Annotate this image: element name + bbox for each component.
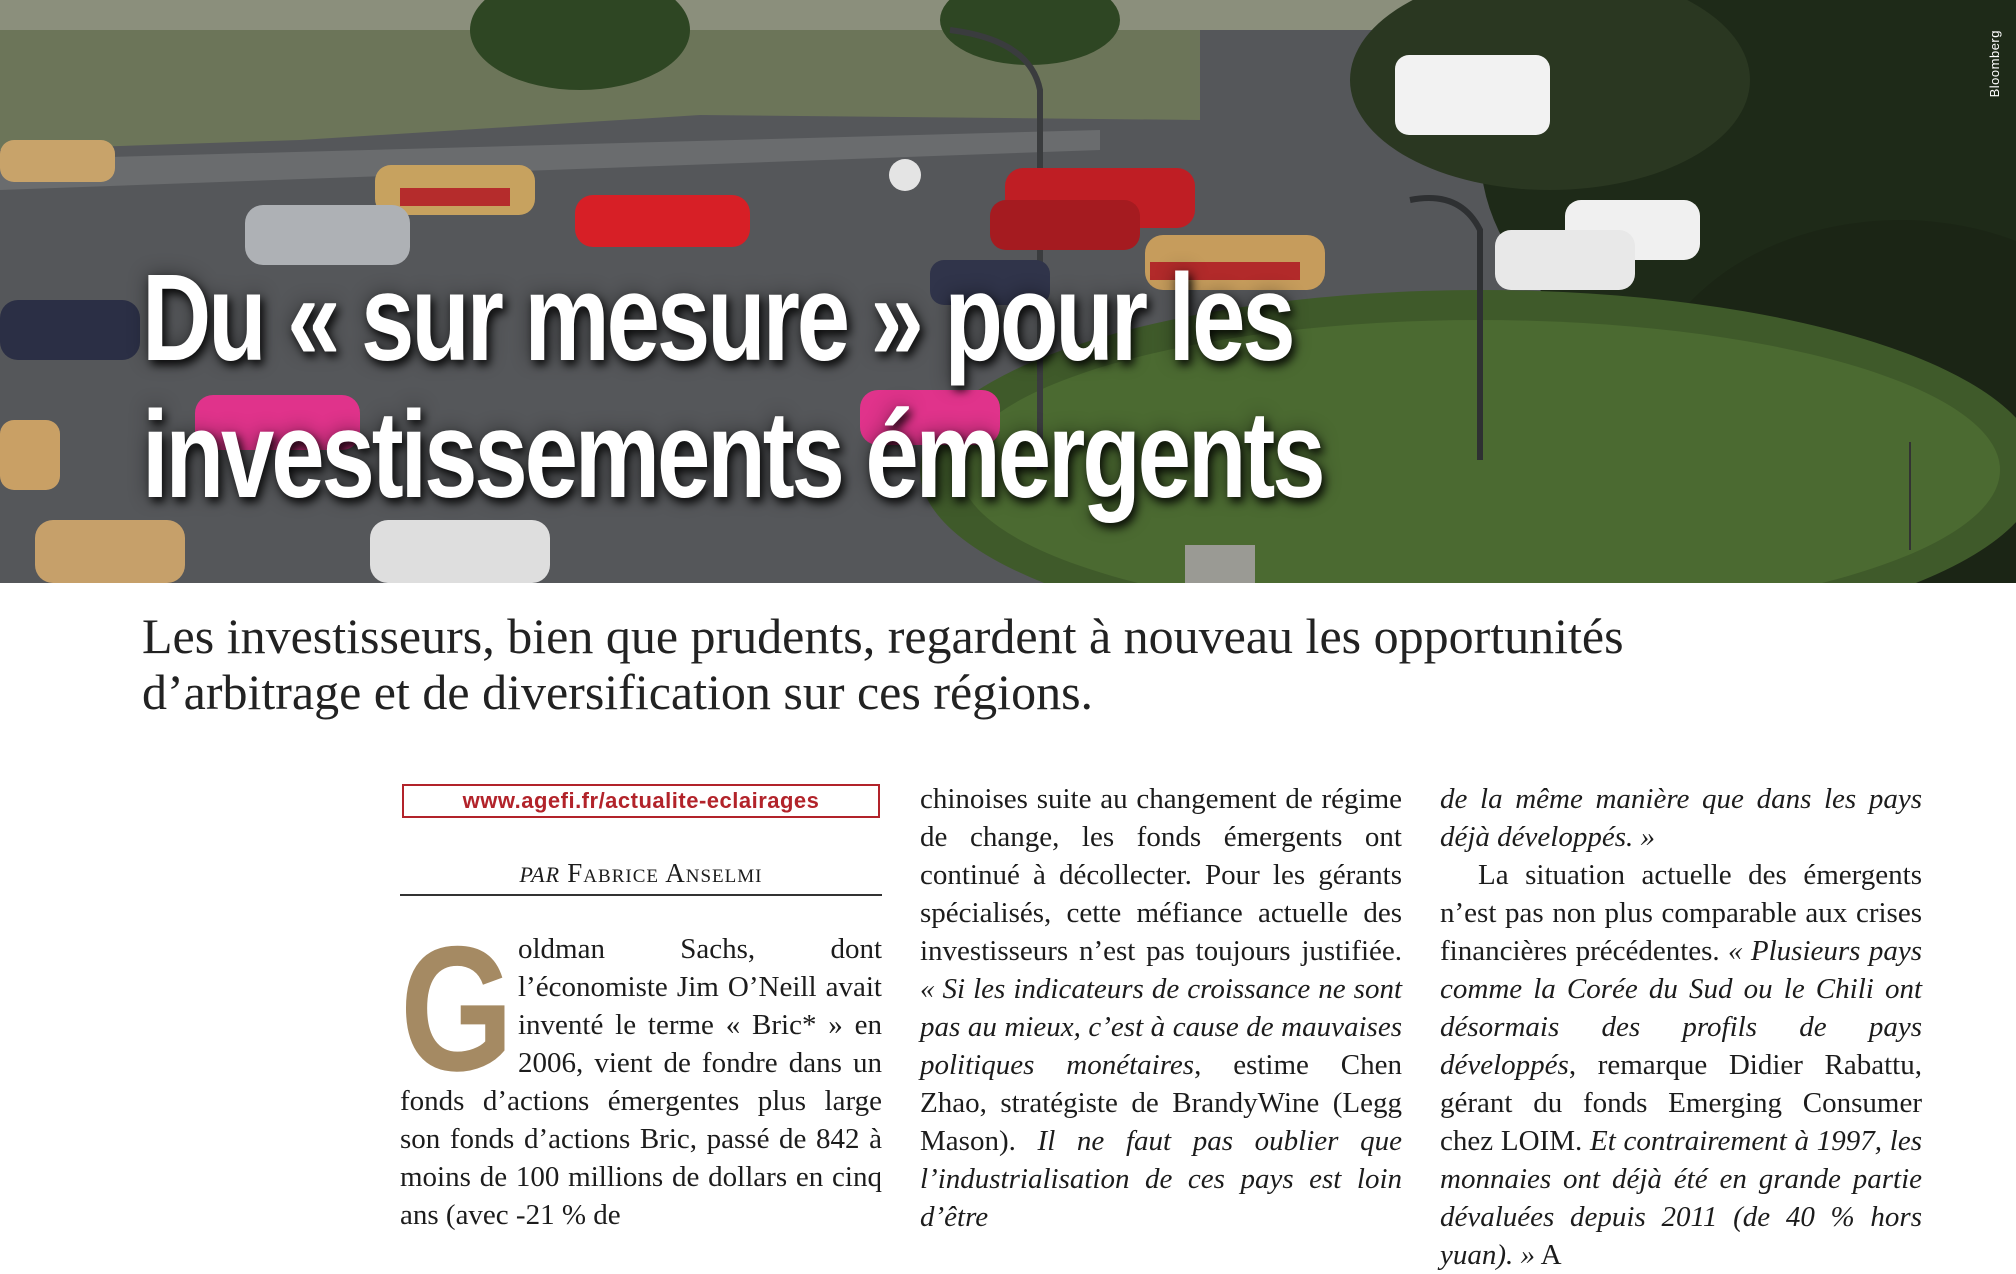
photo-credit: Bloomberg xyxy=(1987,30,2002,98)
author-name: Fabrice Anselmi xyxy=(567,858,763,888)
column-3-text-c: A xyxy=(1535,1239,1562,1271)
column-1-text: oldman Sachs, dont l’économiste Jim O’Neill avait inventé le terme « Bric* » en 2006, vient de fondre dans un fonds d’actions émergentes plus large son fonds d’actions Bric, passé de 842 à moins de 100 millions de dollars en cinq ans (avec -21 % de xyxy=(400,933,882,1231)
column-2-text-a: chinoises suite au changement de régime de change, les fonds émergents ont continué à décollecter. Pour les gérants spécialisés, cette méfiance actuelle des investisseurs n’est pas toujours justifiée. xyxy=(920,783,1402,967)
column-3-paragraph xyxy=(1440,856,1922,1274)
article-column-2 xyxy=(920,780,1402,1236)
headline xyxy=(31,250,1603,524)
headline-line-2: investissements émergents xyxy=(142,387,1323,524)
column-2-quote-1: « Si les indicateurs de croissance ne sont pas au mieux, c’est à cause de mauvaises politiques monétaires xyxy=(920,973,1402,1081)
subtitle xyxy=(142,608,2002,720)
text-cursor xyxy=(1909,442,1911,550)
article-column-1 xyxy=(400,909,882,1234)
hero-photo xyxy=(0,0,2016,583)
article-column-3 xyxy=(1440,780,1922,1274)
column-2-paragraph xyxy=(920,780,1402,1236)
column-2-quote-2: Il ne faut pas oublier que l’industrialisation de ces pays est loin d’être xyxy=(920,1125,1402,1233)
column-3-quote-1: de la même manière que dans les pays déjà développés. » xyxy=(1440,783,1922,853)
byline-prefix: PAR xyxy=(519,862,561,887)
column-3-quote-end xyxy=(1440,780,1922,856)
headline-line-1: Du « sur mesure » pour les xyxy=(142,250,1293,387)
column-2-text-b: , estime Chen Zhao, stratégiste de BrandyWine (Legg Mason). xyxy=(920,1049,1402,1157)
column-3-quote-2: « Plusieurs pays comme la Corée du Sud ou le Chili ont désormais des profils de pays développés xyxy=(1440,935,1922,1081)
column-3-text-a: La situation actuelle des émergents n’est pas non plus comparable aux crises financières précédentes. xyxy=(1440,859,1922,967)
byline xyxy=(400,858,882,889)
subtitle-line-2: d’arbitrage et de diversification sur ces régions. xyxy=(142,664,1094,720)
article-url-link[interactable]: www.agefi.fr/actualite-eclairages xyxy=(402,784,880,818)
subtitle-line-1: Les investisseurs, bien que prudents, regardent à nouveau les opportunités xyxy=(142,608,1624,664)
byline-divider xyxy=(400,894,882,896)
column-3-text-b: , remarque Didier Rabattu, gérant du fonds Emerging Consumer chez LOIM. xyxy=(1440,1049,1922,1157)
drop-cap: G xyxy=(400,909,514,1108)
column-3-quote-3: Et contrairement à 1997, les monnaies ont déjà été en grande partie dévaluées depuis 2011 (de 40 % hors yuan). » xyxy=(1440,1125,1923,1271)
